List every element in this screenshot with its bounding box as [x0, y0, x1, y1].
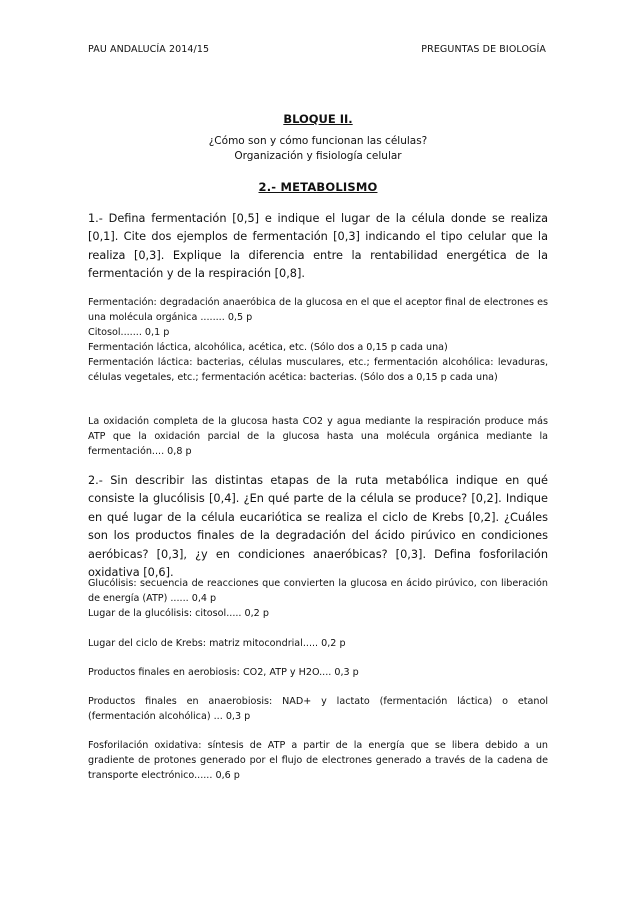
answer-1-definition: Fermentación: degradación anaeróbica de la glucosa en el que el aceptor final de electrones es una molécula orgánica ........ 0,5 p: [88, 297, 548, 323]
answer-1-cell-types: Fermentación láctica: bacterias, células musculares, etc.; fermentación alcohólica: levaduras, células vegetales, etc.; fermentación acética: bacterias. (Sólo dos a 0,15 p cada una): [88, 357, 548, 383]
block-subtitle: [88, 134, 548, 164]
answer-1-types: Fermentación láctica, alcohólica, acética, etc. (Sólo dos a 0,15 p cada una): [88, 342, 448, 353]
answer-2-anaerobic-products: Productos finales en anaerobiosis: NAD+ y lactato (fermentación láctica) o etanol (fermentación alcohólica) ... 0,3 p: [88, 696, 548, 722]
answer-1-energy: La oxidación completa de la glucosa hasta CO2 y agua mediante la respiración produce más ATP que la oxidación parcial de la glucosa hasta una molécula orgánica mediante la fermentación.... 0,8 p: [88, 416, 548, 457]
subtitle-line-1: ¿Cómo son y cómo funcionan las células?: [208, 135, 428, 147]
answer-2-aerobic-products: Productos finales en aerobiosis: CO2, ATP y H2O.... 0,3 p: [88, 667, 359, 678]
answer-2-glycolysis: Glucólisis: secuencia de reacciones que convierten la glucosa en ácido pirúvico, con liberación de energía (ATP) ...... 0,4 p: [88, 578, 548, 604]
answer-1-location: Citosol....... 0,1 p: [88, 327, 170, 338]
section-title: 2.- METABOLISMO: [258, 180, 378, 194]
answer-2-oxidative-phosphorylation: Fosforilación oxidativa: síntesis de ATP a partir de la energía que se libera debido a un gradiente de protones generado por el flujo de electrones generado a través de la cadena de transporte electrónico...... 0,6 p: [88, 740, 548, 781]
header-right: PREGUNTAS DE BIOLOGÍA: [421, 44, 546, 55]
block-title: BLOQUE II.: [283, 112, 353, 126]
question-1: 1.- Defina fermentación [0,5] e indique el lugar de la célula donde se realiza [0,1]. Cite dos ejemplos de fermentación [0,3] indicando el tipo celular que la realiza [0,3]. Explique la diferencia entre la rentabilidad energética de la fermentación y de la respiración [0,8].: [88, 212, 548, 281]
subtitle-line-2: Organización y fisiología celular: [234, 150, 402, 162]
answer-2-krebs-location: Lugar del ciclo de Krebs: matriz mitocondrial..... 0,2 p: [88, 638, 346, 649]
answer-2-glycolysis-location: Lugar de la glucólisis: citosol..... 0,2 p: [88, 608, 269, 619]
header-left: PAU ANDALUCÍA 2014/15: [88, 44, 210, 55]
question-2: 2.- Sin describir las distintas etapas de la ruta metabólica indique en qué consiste la glucólisis [0,4]. ¿En qué parte de la célula se produce? [0,2]. Indique en qué lugar de la célula eucariótica se realiza el ciclo de Krebs [0,2]. ¿Cuáles son los productos finales de la degradación del ácido pirúvico en condiciones aeróbicas? [0,3], ¿y en condiciones anaeróbicas? [0,3]. Defina fosforilación oxidativa [0,6].: [88, 474, 548, 580]
